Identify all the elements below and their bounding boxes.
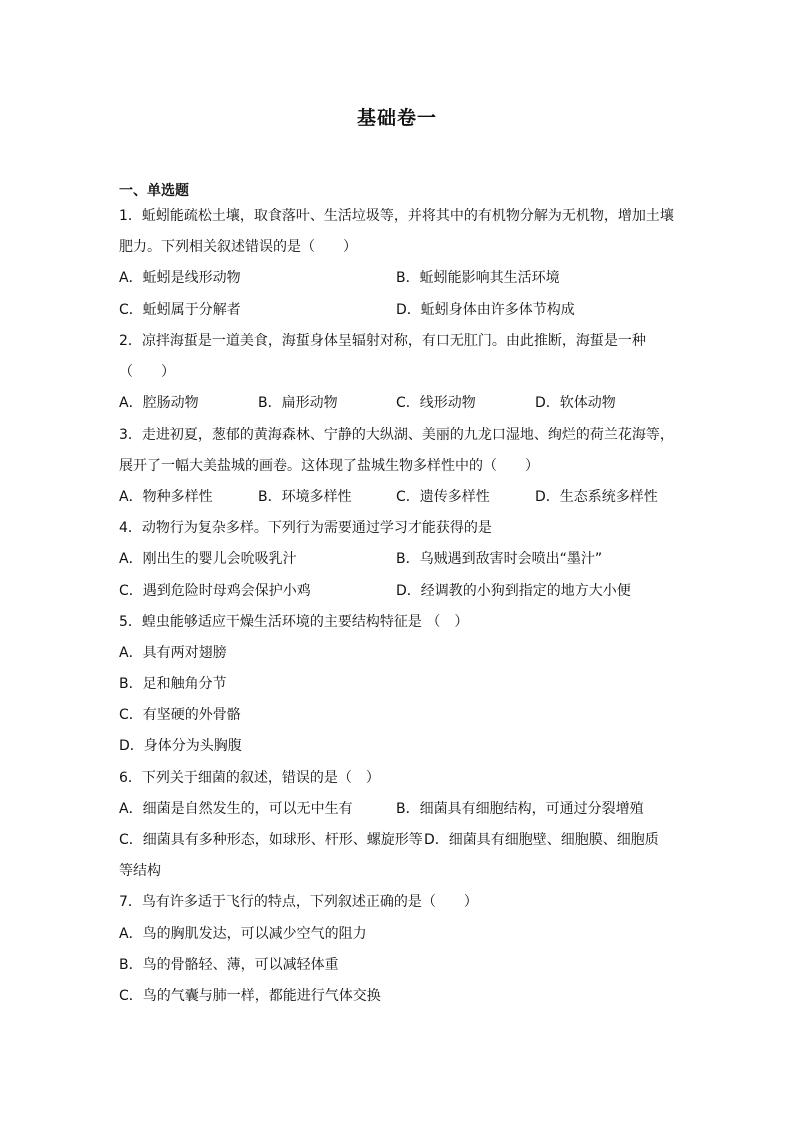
section-heading: 一、单选题 — [119, 183, 189, 199]
q3-option-a: A．物种多样性 — [119, 489, 213, 505]
q6-option-d-continued: 等结构 — [119, 863, 161, 879]
q3-stem-line2: 展开了一幅大美盐城的画卷。这体现了盐城生物多样性中的（ ） — [119, 458, 539, 474]
q7-option-b: B．鸟的骨骼轻、薄，可以减轻体重 — [119, 957, 339, 973]
q4-stem-line1: 4．动物行为复杂多样。下列行为需要通过学习才能获得的是 — [119, 520, 492, 536]
q3-option-b: B．环境多样性 — [258, 489, 352, 505]
q6-option-b: B．细菌具有细胞结构，可通过分裂增殖 — [396, 801, 644, 817]
q3-option-d: D．生态系统多样性 — [535, 489, 658, 505]
q4-option-b: B．乌贼遇到敌害时会喷出“墨汁” — [396, 551, 603, 567]
q6-option-d: D．细菌具有细胞壁、细胞膜、细胞质 — [424, 832, 659, 848]
q5-option-a: A．具有两对翅膀 — [119, 645, 227, 661]
q5-option-d: D．身体分为头胸腹 — [119, 738, 242, 754]
q2-stem-line1: 2．凉拌海蜇是一道美食，海蜇身体呈辐射对称，有口无肛门。由此推断，海蜇是一种 — [119, 333, 646, 349]
q2-option-c: C．线形动物 — [396, 395, 476, 411]
q1-stem-line2: 肥力。下列相关叙述错误的是（ ） — [119, 239, 357, 255]
q3-option-c: C．遗传多样性 — [396, 489, 490, 505]
q1-option-d: D．蚯蚓身体由许多体节构成 — [396, 302, 575, 318]
q5-option-b: B．足和触角分节 — [119, 676, 227, 692]
q1-option-b: B．蚯蚓能影响其生活环境 — [396, 270, 560, 286]
q6-option-c: C．细菌具有多种形态，如球形、杆形、螺旋形等 — [119, 832, 423, 848]
q6-option-a: A．细菌是自然发生的，可以无中生有 — [119, 801, 353, 817]
q2-option-d: D．软体动物 — [535, 395, 616, 411]
q1-stem-line1: 1．蚯蚓能疏松土壤，取食落叶、生活垃圾等，并将其中的有机物分解为无机物，增加土壤 — [119, 208, 674, 224]
q2-stem-line2: （ ） — [119, 364, 175, 380]
page-title: 基础卷一 — [356, 107, 437, 129]
q4-option-c: C．遇到危险时母鸡会保护小鸡 — [119, 583, 311, 599]
q2-option-a: A．腔肠动物 — [119, 395, 199, 411]
q7-option-c: C．鸟的气囊与肺一样，都能进行气体交换 — [119, 988, 381, 1004]
q5-option-c: C．有坚硬的外骨骼 — [119, 707, 241, 723]
q1-option-c: C．蚯蚓属于分解者 — [119, 302, 241, 318]
q4-option-a: A．刚出生的婴儿会吮吸乳汁 — [119, 551, 297, 567]
q6-stem-line1: 6．下列关于细菌的叙述，错误的是（ ） — [119, 770, 380, 786]
q7-stem-line1: 7．鸟有许多适于飞行的特点，下列叙述正确的是（ ） — [119, 894, 478, 910]
q3-stem-line1: 3．走进初夏，葱郁的黄海森林、宁静的大纵湖、美丽的九龙口湿地、绚烂的荷兰花海等， — [119, 427, 674, 443]
q7-option-a: A．鸟的胸肌发达，可以减少空气的阻力 — [119, 926, 367, 942]
q4-option-d: D．经调教的小狗到指定的地方大小便 — [396, 583, 631, 599]
q5-stem-line1: 5．蝗虫能够适应干燥生活环境的主要结构特征是 （ ） — [119, 614, 469, 630]
q1-option-a: A．蚯蚓是线形动物 — [119, 270, 241, 286]
q2-option-b: B．扁形动物 — [258, 395, 338, 411]
